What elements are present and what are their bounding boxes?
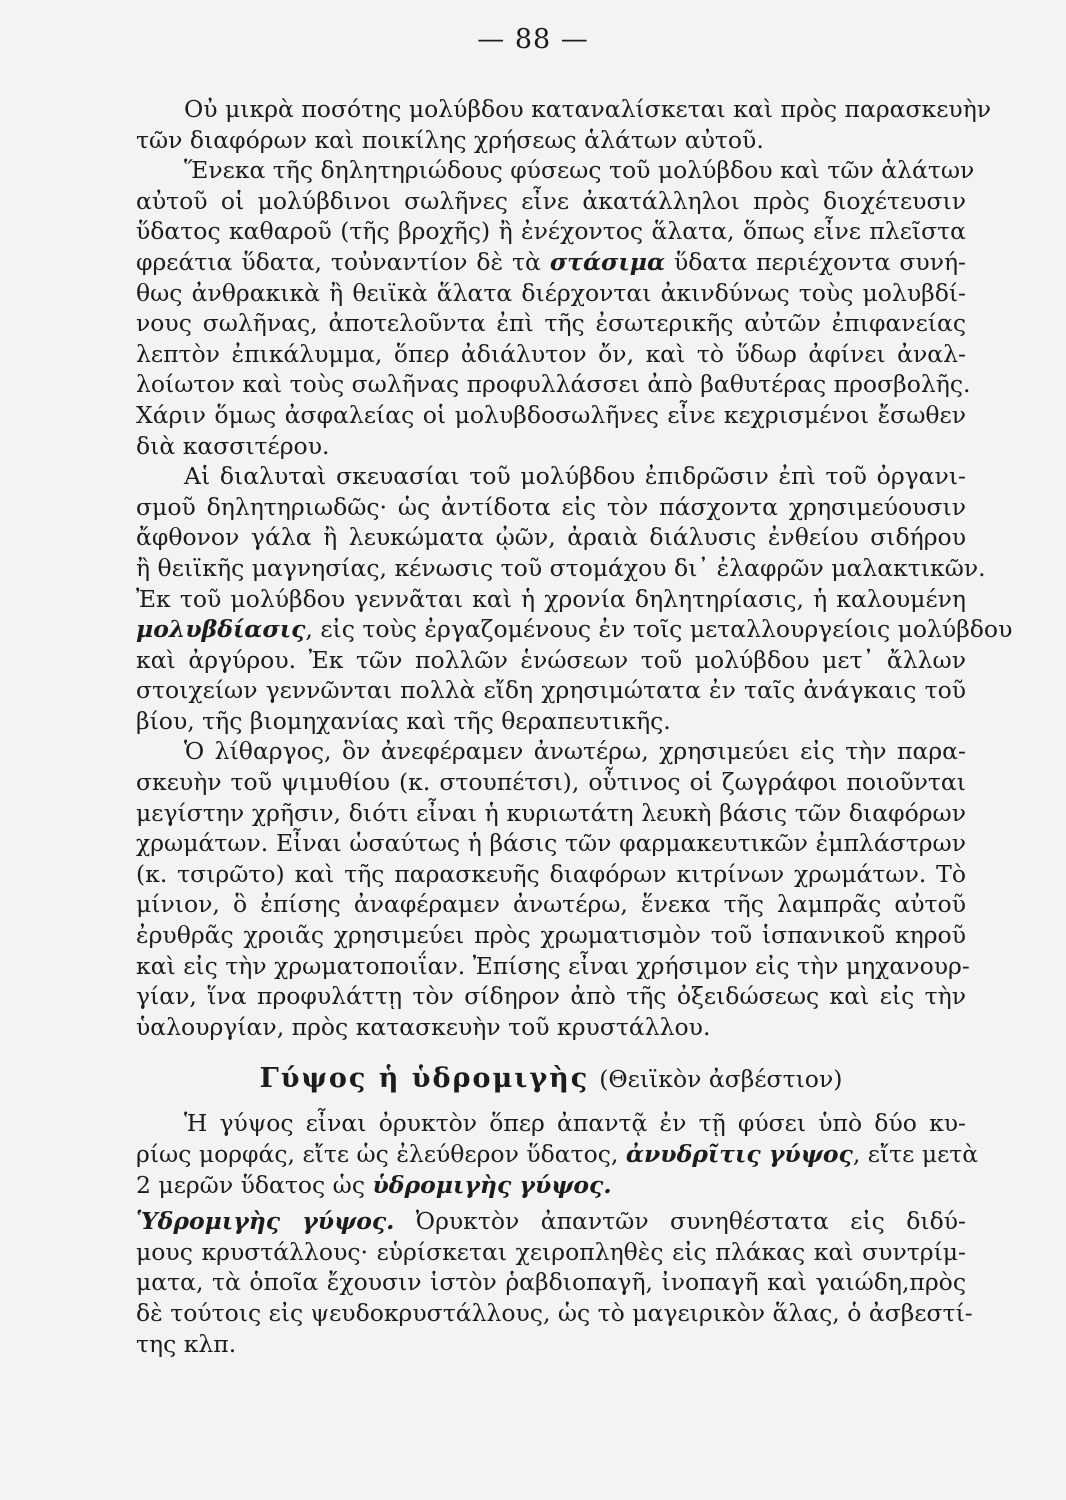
text-line: Ἐκ τοῦ μολύβδου γεννᾶται καὶ ἡ χρονία δηλητηρίασις, ἡ καλουμένη — [136, 584, 966, 613]
text-line: ἐρυθρᾶς χροιᾶς χρησιμεύει πρὸς χρωματισμὸν τοῦ ἱσπανικοῦ κηροῦ — [136, 921, 966, 950]
text-line: γίαν, ἵνα προφυλάττῃ τὸν σίδηρον ἀπὸ τῆς ὀξειδώσεως καὶ εἰς τὴν — [136, 982, 966, 1011]
text-line: στοιχείων γεννῶνται πολλὰ εἴδη χρησιμώτατα ἐν ταῖς ἀνάγκαις τοῦ — [136, 676, 966, 705]
section-title: Γύψος ἡ ὑδρομιγὴς — [259, 1063, 590, 1095]
text-line — [136, 1139, 979, 1170]
text-line: μεγίστην χρῆσιν, διότι εἶναι ἡ κυριωτάτη λευκὴ βάσις τῶν διαφόρων — [136, 798, 966, 827]
text-line — [136, 614, 1013, 645]
text-line: λεπτὸν ἐπικάλυμμα, ὅπερ ἀδιάλυτον ὄν, καὶ τὸ ὕδωρ ἀφίνει ἀναλ- — [136, 339, 966, 368]
section-subtitle: (Θειϊκὸν ἀσβέστιον) — [599, 1065, 843, 1094]
text-span: ὕδατα περιέχοντα συνή- — [665, 247, 966, 276]
text-line — [136, 1206, 966, 1237]
text-span: Ὀρυκτὸν ἀπαντῶν συνηθέστατα εἰς διδύ- — [394, 1207, 966, 1236]
text-line: αὐτοῦ οἱ μολύβδινοι σωλῆνες εἶνε ἀκατάλληλοι πρὸς διοχέτευσιν — [136, 186, 966, 215]
text-line: σμοῦ δηλητηριωδῶς· ὡς ἀντίδοτα εἰς τὸν πάσχοντα χρησιμεύουσιν — [136, 492, 966, 521]
text-line: ἄφθονον γάλα ἢ λευκώματα ᾠῶν, ἀραιὰ διάλυσις ἐνθείου σιδήρου — [136, 523, 966, 552]
text-line: ὑαλουργίαν, πρὸς κατασκευὴν τοῦ κρυστάλλου. — [136, 1012, 711, 1041]
text-line: σκευὴν τοῦ ψιμυθίου (κ. στουπέτσι), οὗτινος οἱ ζωγράφοι ποιοῦνται — [136, 768, 966, 797]
emphasis-term: στάσιμα — [549, 247, 666, 276]
text-line: λοίωτον καὶ τοὺς σωλῆνας προφυλλάσσει ἀπὸ βαθυτέρας προσβολῆς. — [136, 370, 971, 399]
text-line: διὰ κασσιτέρου. — [136, 431, 330, 460]
body-text — [136, 94, 1013, 1359]
text-line: βίου, τῆς βιομηχανίας καὶ τῆς θεραπευτικῆς. — [136, 706, 671, 735]
emphasis-term: Ὑδρομιγὴς γύψος. — [136, 1207, 395, 1236]
text-line: Αἱ διαλυταὶ σκευασίαι τοῦ μολύβδου ἐπιδρῶσιν ἐπὶ τοῦ ὀργανι- — [184, 462, 966, 491]
text-line: ματα, τὰ ὁποῖα ἔχουσιν ἱστὸν ῥαβδιοπαγῆ, ἰνοπαγῆ καὶ γαιώδη,πρὸς — [136, 1268, 966, 1297]
text-line: (κ. τσιρῶτο) καὶ τῆς παρασκευῆς διαφόρων κιτρίνων χρωμάτων. Τὸ — [136, 859, 966, 888]
page-number: — 88 — — [477, 24, 589, 55]
text-line: χρωμάτων. Εἶναι ὡσαύτως ἡ βάσις τῶν φαρμακευτικῶν ἐμπλάστρων — [136, 829, 966, 858]
text-line: μους κρυστάλλους· εὑρίσκεται χειροπληθὲς εἰς πλάκας καὶ συντρίμ- — [136, 1237, 966, 1266]
text-line: δὲ τούτοις εἰς ψευδοκρυστάλλους, ὡς τὸ μαγειρικὸν ἅλας, ὁ ἀσβεστί- — [136, 1298, 973, 1327]
text-line: Οὐ μικρὰ ποσότης μολύβδου καταναλίσκεται καὶ πρὸς παρασκευὴν — [184, 95, 992, 123]
text-line: Ἕνεκα τῆς δηλητηριώδους φύσεως τοῦ μολύβδου καὶ τῶν ἁλάτων — [184, 156, 975, 185]
text-span: φρεάτια ὕδατα, τοὐναντίον δὲ τὰ — [136, 247, 550, 276]
text-span: , εἰς τοὺς ἐργαζομένους ἐν τοῖς μεταλλουργείοις μολύβδου — [305, 615, 1013, 644]
text-line: καὶ ἀργύρου. Ἐκ τῶν πολλῶν ἑνώσεων τοῦ μολύβδου μετ᾿ ἄλλων — [136, 645, 966, 674]
text-span: ρίως μορφάς, εἴτε ὡς ἐλεύθερον ὕδατος, — [136, 1140, 626, 1168]
emphasis-term: ἀνυδρῖτις γύψος — [625, 1140, 853, 1168]
text-span: 2 μερῶν ὕδατος ὡς — [136, 1170, 373, 1199]
section-heading — [136, 1058, 966, 1100]
emphasis-term: μολυβδίασις — [136, 615, 306, 644]
text-line: καὶ εἰς τὴν χρωματοποιΐαν. Ἐπίσης εἶναι χρήσιμον εἰς τὴν μηχανουρ- — [136, 951, 970, 980]
text-line: ἢ θειϊκῆς μαγνησίας, κένωσις τοῦ στομάχου δι᾿ ἐλαφρῶν μαλακτικῶν. — [136, 553, 986, 582]
text-line — [136, 247, 966, 278]
text-line: Ὁ λίθαργος, ὃν ἀνεφέραμεν ἀνωτέρω, χρησιμεύει εἰς τὴν παρα- — [184, 737, 966, 766]
text-line: μίνιον, ὃ ἐπίσης ἀναφέραμεν ἀνωτέρω, ἕνεκα τῆς λαμπρᾶς αὐτοῦ — [136, 890, 966, 919]
text-line: Χάριν ὅμως ἀσφαλείας οἱ μολυβδοσωλῆνες εἶνε κεχρισμένοι ἔσωθεν — [136, 400, 966, 429]
text-line: Ἡ γύψος εἶναι ὀρυκτὸν ὅπερ ἀπαντᾷ ἐν τῇ φύσει ὑπὸ δύο κυ- — [184, 1109, 966, 1138]
emphasis-term: ὑδρομιγὴς γύψος. — [372, 1170, 612, 1199]
text-line — [136, 1170, 966, 1201]
text-line: ὕδατος καθαροῦ (τῆς βροχῆς) ἢ ἐνέχοντος ἅλατα, ὅπως εἶνε πλεῖστα — [136, 217, 966, 246]
text-line: νους σωλῆνας, ἀποτελοῦντα ἐπὶ τῆς ἐσωτερικῆς αὐτῶν ἐπιφανείας — [136, 309, 966, 338]
text-line: τῶν διαφόρων καὶ ποικίλης χρήσεως ἁλάτων αὐτοῦ. — [136, 125, 764, 154]
text-span: , εἴτε μετὰ — [852, 1140, 979, 1168]
text-line: θως ἀνθρακικὰ ἢ θειϊκὰ ἅλατα διέρχονται ἀκινδύνως τοὺς μολυβδί- — [136, 278, 966, 307]
text-line: της κλπ. — [136, 1329, 237, 1358]
